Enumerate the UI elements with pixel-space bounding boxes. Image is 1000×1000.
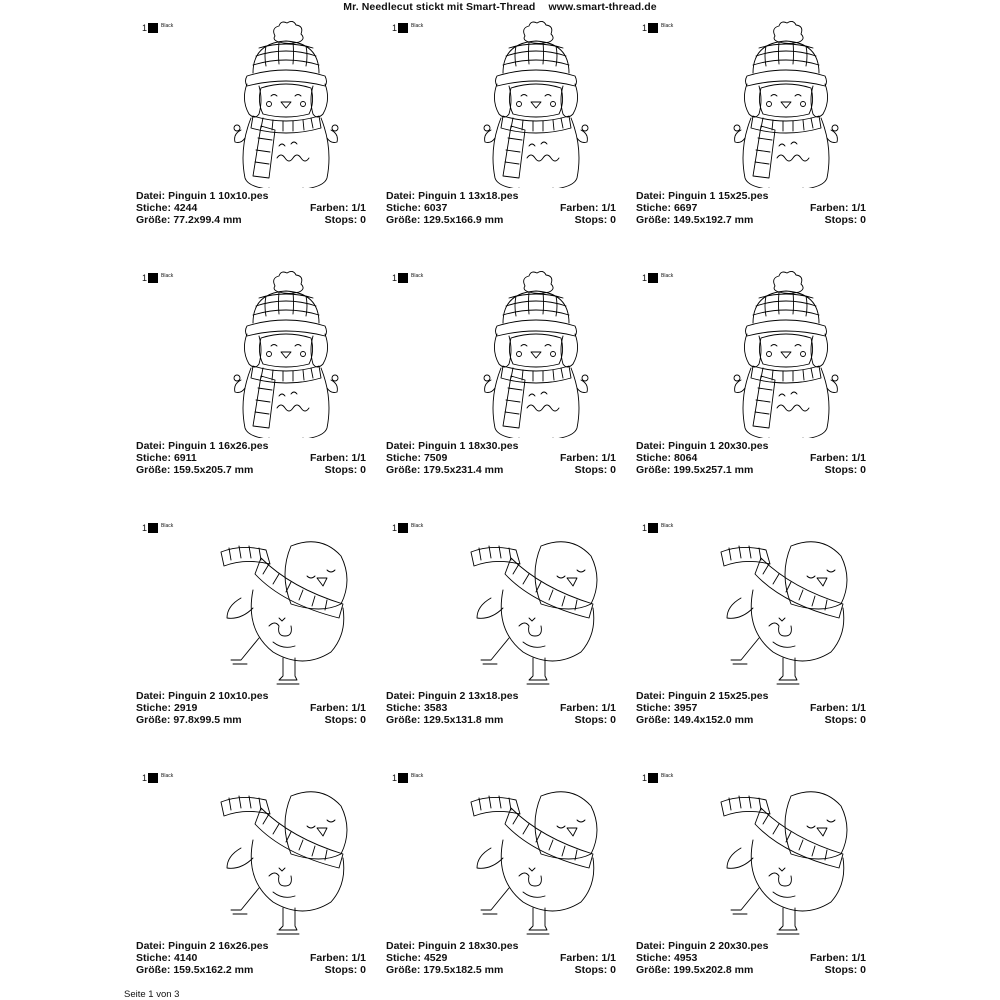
stitches-label: Stiche: [136, 452, 172, 464]
file-label: Datei: [386, 690, 416, 702]
color-index: 1 [392, 773, 398, 783]
file-name: Pinguin 2 15x25.pes [668, 690, 769, 702]
file-label: Datei: [136, 690, 166, 702]
stop-count: 0 [860, 964, 866, 976]
color-index: 1 [642, 523, 648, 533]
file-label: Datei: [636, 940, 666, 952]
design-card [136, 754, 386, 994]
color-name: Black [661, 523, 674, 529]
file-name: Pinguin 1 18x30.pes [418, 440, 519, 452]
design-card [386, 754, 636, 994]
color-count: 1/1 [601, 952, 616, 964]
color-name: Black [411, 523, 424, 529]
file-label: Datei: [636, 190, 666, 202]
colors-label: Farben: [559, 702, 599, 714]
file-label: Datei: [386, 440, 416, 452]
file-name: Pinguin 1 20x30.pes [668, 440, 769, 452]
stop-count: 0 [360, 214, 366, 226]
color-box [148, 273, 158, 283]
file-label: Datei: [136, 190, 166, 202]
size-label: Größe: [386, 214, 421, 226]
stitches-label: Stiche: [636, 702, 672, 714]
color-count: 1/1 [851, 452, 866, 464]
color-index: 1 [392, 273, 398, 283]
stops-label: Stops: [324, 964, 358, 976]
penguin-skate-illustration [461, 768, 611, 938]
color-count: 1/1 [351, 702, 366, 714]
stitch-count: 4529 [423, 952, 448, 964]
color-index: 1 [392, 23, 398, 33]
design-size: 149.5x192.7 mm [673, 214, 754, 226]
stitches-label: Stiche: [636, 202, 672, 214]
stop-count: 0 [360, 464, 366, 476]
penguin-skate-illustration [211, 768, 361, 938]
design-size: 149.4x152.0 mm [673, 714, 754, 726]
design-size: 129.5x131.8 mm [423, 714, 504, 726]
design-card [136, 254, 386, 494]
design-info [386, 190, 616, 226]
file-name: Pinguin 1 15x25.pes [668, 190, 769, 202]
stitch-count: 3583 [423, 702, 448, 714]
design-size: 199.5x257.1 mm [673, 464, 754, 476]
penguin-skate-illustration [711, 518, 861, 688]
design-size: 159.5x205.7 mm [173, 464, 254, 476]
color-count: 1/1 [851, 952, 866, 964]
design-info [636, 190, 866, 226]
stitches-label: Stiche: [636, 452, 672, 464]
stops-label: Stops: [824, 714, 858, 726]
stitches-label: Stiche: [136, 952, 172, 964]
color-count: 1/1 [351, 952, 366, 964]
color-index: 1 [142, 273, 148, 283]
stops-label: Stops: [574, 214, 608, 226]
size-label: Größe: [136, 214, 171, 226]
stop-count: 0 [610, 464, 616, 476]
color-box [398, 23, 408, 33]
design-info [386, 440, 616, 476]
size-label: Größe: [386, 464, 421, 476]
stitches-label: Stiche: [386, 202, 422, 214]
size-label: Größe: [136, 464, 171, 476]
colors-label: Farben: [559, 452, 599, 464]
stitch-count: 6037 [423, 202, 448, 214]
design-card [636, 504, 886, 744]
colors-label: Farben: [809, 952, 849, 964]
size-label: Größe: [636, 964, 671, 976]
size-label: Größe: [636, 714, 671, 726]
color-name: Black [661, 273, 674, 279]
stitch-count: 8064 [673, 452, 698, 464]
file-name: Pinguin 1 10x10.pes [168, 190, 269, 202]
color-name: Black [661, 773, 674, 779]
color-name: Black [161, 523, 174, 529]
colors-label: Farben: [559, 952, 599, 964]
color-index: 1 [142, 773, 148, 783]
penguin-hat-illustration [461, 268, 611, 438]
color-name: Black [161, 23, 174, 29]
color-name: Black [411, 273, 424, 279]
size-label: Größe: [386, 714, 421, 726]
penguin-skate-illustration [711, 768, 861, 938]
stitches-label: Stiche: [386, 452, 422, 464]
color-count: 1/1 [351, 202, 366, 214]
color-name: Black [161, 773, 174, 779]
color-name: Black [161, 273, 174, 279]
file-name: Pinguin 2 18x30.pes [418, 940, 519, 952]
color-index: 1 [642, 23, 648, 33]
stitch-count: 6911 [173, 452, 197, 464]
colors-label: Farben: [809, 702, 849, 714]
file-label: Datei: [386, 940, 416, 952]
colors-label: Farben: [309, 452, 349, 464]
color-count: 1/1 [601, 452, 616, 464]
stops-label: Stops: [824, 964, 858, 976]
design-card [136, 4, 386, 244]
color-box [148, 523, 158, 533]
stop-count: 0 [860, 464, 866, 476]
stops-label: Stops: [324, 214, 358, 226]
color-box [398, 523, 408, 533]
design-card [136, 504, 386, 744]
color-box [398, 773, 408, 783]
page-number: Seite 1 von 3 [124, 989, 180, 1000]
stops-label: Stops: [574, 964, 608, 976]
design-size: 179.5x231.4 mm [423, 464, 504, 476]
penguin-hat-illustration [211, 18, 361, 188]
stitch-count: 2919 [173, 702, 198, 714]
color-count: 1/1 [351, 452, 366, 464]
file-name: Pinguin 2 20x30.pes [668, 940, 769, 952]
file-label: Datei: [136, 440, 166, 452]
file-name: Pinguin 2 10x10.pes [168, 690, 269, 702]
stops-label: Stops: [574, 464, 608, 476]
stitch-count: 3957 [673, 702, 698, 714]
size-label: Größe: [636, 214, 671, 226]
stop-count: 0 [360, 964, 366, 976]
size-label: Größe: [136, 714, 171, 726]
color-box [398, 273, 408, 283]
design-info [136, 190, 366, 226]
design-card [386, 504, 636, 744]
color-name: Black [411, 773, 424, 779]
design-size: 179.5x182.5 mm [423, 964, 504, 976]
stop-count: 0 [860, 214, 866, 226]
colors-label: Farben: [309, 202, 349, 214]
design-size: 159.5x162.2 mm [173, 964, 254, 976]
color-index: 1 [642, 273, 648, 283]
header-url: www.smart-thread.de [548, 1, 657, 13]
color-count: 1/1 [851, 202, 866, 214]
design-card [636, 754, 886, 994]
file-label: Datei: [136, 940, 166, 952]
color-count: 1/1 [851, 702, 866, 714]
color-index: 1 [392, 523, 398, 533]
color-index: 1 [642, 773, 648, 783]
color-name: Black [661, 23, 674, 29]
stops-label: Stops: [574, 714, 608, 726]
design-info [136, 440, 366, 476]
file-name: Pinguin 2 13x18.pes [418, 690, 519, 702]
stop-count: 0 [860, 714, 866, 726]
size-label: Größe: [136, 964, 171, 976]
design-card [636, 254, 886, 494]
design-info [636, 690, 866, 726]
stitches-label: Stiche: [386, 952, 422, 964]
stitch-count: 6697 [673, 202, 698, 214]
color-box [148, 23, 158, 33]
design-card [386, 4, 636, 244]
stops-label: Stops: [324, 464, 358, 476]
penguin-skate-illustration [461, 518, 611, 688]
colors-label: Farben: [559, 202, 599, 214]
penguin-hat-illustration [711, 268, 861, 438]
color-box [648, 773, 658, 783]
stop-count: 0 [360, 714, 366, 726]
colors-label: Farben: [809, 202, 849, 214]
color-box [648, 273, 658, 283]
color-name: Black [411, 23, 424, 29]
stitches-label: Stiche: [136, 202, 172, 214]
design-size: 77.2x99.4 mm [173, 214, 242, 226]
stitch-count: 4953 [673, 952, 698, 964]
file-label: Datei: [386, 190, 416, 202]
stitches-label: Stiche: [636, 952, 672, 964]
stitch-count: 4244 [173, 202, 198, 214]
stop-count: 0 [610, 964, 616, 976]
stops-label: Stops: [824, 464, 858, 476]
file-name: Pinguin 1 13x18.pes [418, 190, 519, 202]
design-size: 97.8x99.5 mm [173, 714, 242, 726]
design-info [386, 690, 616, 726]
file-label: Datei: [636, 440, 666, 452]
stitches-label: Stiche: [386, 702, 422, 714]
design-info [136, 940, 366, 976]
design-size: 129.5x166.9 mm [423, 214, 504, 226]
color-count: 1/1 [601, 202, 616, 214]
color-count: 1/1 [601, 702, 616, 714]
header-title: Mr. Needlecut stickt mit Smart-Thread [343, 1, 536, 13]
penguin-hat-illustration [711, 18, 861, 188]
size-label: Größe: [386, 964, 421, 976]
design-info [636, 940, 866, 976]
stitch-count: 7509 [423, 452, 448, 464]
file-name: Pinguin 2 16x26.pes [168, 940, 269, 952]
stitch-count: 4140 [173, 952, 198, 964]
color-box [648, 523, 658, 533]
stitches-label: Stiche: [136, 702, 172, 714]
color-box [648, 23, 658, 33]
file-label: Datei: [636, 690, 666, 702]
design-size: 199.5x202.8 mm [673, 964, 754, 976]
stop-count: 0 [610, 714, 616, 726]
colors-label: Farben: [309, 952, 349, 964]
penguin-skate-illustration [211, 518, 361, 688]
penguin-hat-illustration [211, 268, 361, 438]
colors-label: Farben: [809, 452, 849, 464]
stops-label: Stops: [824, 214, 858, 226]
design-card [386, 254, 636, 494]
color-box [148, 773, 158, 783]
file-name: Pinguin 1 16x26.pes [168, 440, 269, 452]
stop-count: 0 [610, 214, 616, 226]
design-info [636, 440, 866, 476]
design-info [386, 940, 616, 976]
size-label: Größe: [636, 464, 671, 476]
design-card [636, 4, 886, 244]
stops-label: Stops: [324, 714, 358, 726]
color-index: 1 [142, 523, 148, 533]
colors-label: Farben: [309, 702, 349, 714]
color-index: 1 [142, 23, 148, 33]
design-info [136, 690, 366, 726]
penguin-hat-illustration [461, 18, 611, 188]
